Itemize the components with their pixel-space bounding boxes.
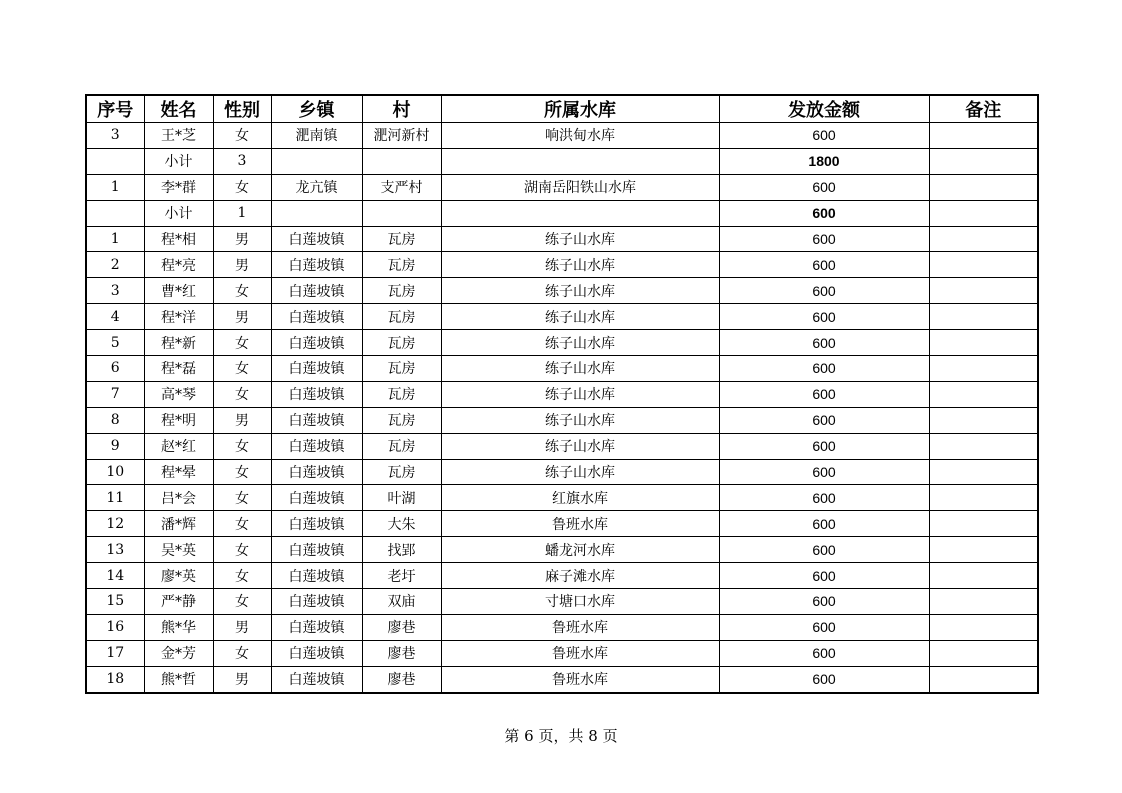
- cell-amount: 600: [719, 226, 929, 252]
- cell-village: 瓦房: [362, 278, 441, 304]
- cell-gender: 女: [213, 381, 271, 407]
- cell-village: 廖巷: [362, 640, 441, 666]
- cell-note: [929, 511, 1038, 537]
- cell-amount: 600: [719, 614, 929, 640]
- cell-name: 高*琴: [144, 381, 213, 407]
- header-cell-no: 序号: [86, 95, 144, 123]
- cell-amount: 600: [719, 563, 929, 589]
- cell-reservoir: 寸塘口水库: [441, 589, 719, 615]
- table-row: [86, 511, 1038, 537]
- table-row: [86, 614, 1038, 640]
- cell-town: 龙亢镇: [271, 174, 362, 200]
- roster-body: [86, 123, 1038, 693]
- cell-amount: 600: [719, 252, 929, 278]
- cell-amount: 600: [719, 330, 929, 356]
- cell-gender: 女: [213, 563, 271, 589]
- cell-gender: 女: [213, 485, 271, 511]
- cell-name: 熊*哲: [144, 666, 213, 692]
- cell-reservoir: 练子山水库: [441, 381, 719, 407]
- subtotal-row: [86, 148, 1038, 174]
- cell-reservoir: 练子山水库: [441, 226, 719, 252]
- cell-gender: 男: [213, 407, 271, 433]
- table-row: [86, 252, 1038, 278]
- cell-town: 白莲坡镇: [271, 252, 362, 278]
- cell-note: [929, 459, 1038, 485]
- cell-note: [929, 174, 1038, 200]
- cell-reservoir: 响洪甸水库: [441, 123, 719, 149]
- cell-note: [929, 614, 1038, 640]
- header-row: [86, 95, 1038, 123]
- cell-note: [929, 381, 1038, 407]
- cell-reservoir: [441, 200, 719, 226]
- cell-town: 白莲坡镇: [271, 356, 362, 382]
- subtotal-row: [86, 200, 1038, 226]
- cell-reservoir: 蟠龙河水库: [441, 537, 719, 563]
- cell-no: 9: [86, 433, 144, 459]
- cell-reservoir: 练子山水库: [441, 356, 719, 382]
- header-cell-gender: 性别: [213, 95, 271, 123]
- cell-name: 程*新: [144, 330, 213, 356]
- cell-village: [362, 200, 441, 226]
- cell-village: 瓦房: [362, 356, 441, 382]
- cell-gender: 女: [213, 459, 271, 485]
- cell-amount: 600: [719, 200, 929, 226]
- cell-reservoir: 鲁班水库: [441, 640, 719, 666]
- cell-no: [86, 200, 144, 226]
- cell-no: 18: [86, 666, 144, 692]
- cell-no: 13: [86, 537, 144, 563]
- cell-reservoir: 练子山水库: [441, 407, 719, 433]
- table-row: [86, 381, 1038, 407]
- cell-no: 5: [86, 330, 144, 356]
- cell-no: 12: [86, 511, 144, 537]
- table-row: [86, 537, 1038, 563]
- header-cell-amount: 发放金额: [719, 95, 929, 123]
- cell-amount: 600: [719, 123, 929, 149]
- cell-reservoir: 练子山水库: [441, 252, 719, 278]
- cell-town: 白莲坡镇: [271, 666, 362, 692]
- cell-amount: 600: [719, 485, 929, 511]
- cell-no: 1: [86, 174, 144, 200]
- cell-gender: 女: [213, 278, 271, 304]
- cell-village: 淝河新村: [362, 123, 441, 149]
- cell-no: [86, 148, 144, 174]
- cell-name: 程*明: [144, 407, 213, 433]
- cell-gender: 男: [213, 304, 271, 330]
- cell-reservoir: 鲁班水库: [441, 614, 719, 640]
- table-row: [86, 640, 1038, 666]
- cell-note: [929, 252, 1038, 278]
- cell-no: 17: [86, 640, 144, 666]
- cell-amount: 600: [719, 174, 929, 200]
- cell-gender: 1: [213, 200, 271, 226]
- cell-note: [929, 330, 1038, 356]
- table-row: [86, 304, 1038, 330]
- cell-village: 老圩: [362, 563, 441, 589]
- cell-town: 白莲坡镇: [271, 589, 362, 615]
- cell-town: 白莲坡镇: [271, 330, 362, 356]
- cell-amount: 600: [719, 640, 929, 666]
- cell-reservoir: 练子山水库: [441, 459, 719, 485]
- cell-town: 白莲坡镇: [271, 563, 362, 589]
- header-cell-reservoir: 所属水库: [441, 95, 719, 123]
- table-row: [86, 563, 1038, 589]
- cell-amount: 600: [719, 381, 929, 407]
- cell-name: 李*群: [144, 174, 213, 200]
- cell-no: 14: [86, 563, 144, 589]
- cell-note: [929, 356, 1038, 382]
- cell-no: 10: [86, 459, 144, 485]
- cell-amount: 600: [719, 407, 929, 433]
- table-row: [86, 123, 1038, 149]
- cell-town: 白莲坡镇: [271, 485, 362, 511]
- cell-name: 熊*华: [144, 614, 213, 640]
- cell-amount: 600: [719, 433, 929, 459]
- cell-town: 白莲坡镇: [271, 304, 362, 330]
- cell-gender: 女: [213, 174, 271, 200]
- cell-no: 1: [86, 226, 144, 252]
- table-row: [86, 459, 1038, 485]
- cell-gender: 3: [213, 148, 271, 174]
- cell-town: 白莲坡镇: [271, 278, 362, 304]
- cell-note: [929, 123, 1038, 149]
- cell-name: 程*亮: [144, 252, 213, 278]
- cell-reservoir: 练子山水库: [441, 278, 719, 304]
- cell-gender: 女: [213, 433, 271, 459]
- page-footer: 第 6 页，共 8 页: [504, 727, 618, 745]
- header-cell-town: 乡镇: [271, 95, 362, 123]
- cell-name: 吴*英: [144, 537, 213, 563]
- cell-name: 小计: [144, 148, 213, 174]
- cell-no: 8: [86, 407, 144, 433]
- cell-name: 王*芝: [144, 123, 213, 149]
- cell-village: 支严村: [362, 174, 441, 200]
- cell-reservoir: 鲁班水库: [441, 511, 719, 537]
- cell-village: 廖巷: [362, 666, 441, 692]
- table-row: [86, 407, 1038, 433]
- cell-note: [929, 200, 1038, 226]
- table-row: [86, 356, 1038, 382]
- cell-town: [271, 148, 362, 174]
- cell-town: 白莲坡镇: [271, 511, 362, 537]
- cell-gender: 女: [213, 356, 271, 382]
- cell-amount: 600: [719, 666, 929, 692]
- cell-name: 吕*会: [144, 485, 213, 511]
- cell-village: 叶湖: [362, 485, 441, 511]
- cell-name: 潘*辉: [144, 511, 213, 537]
- cell-gender: 男: [213, 666, 271, 692]
- cell-name: 廖*英: [144, 563, 213, 589]
- cell-village: 瓦房: [362, 330, 441, 356]
- cell-note: [929, 485, 1038, 511]
- cell-amount: 600: [719, 511, 929, 537]
- cell-amount: 600: [719, 589, 929, 615]
- cell-gender: 男: [213, 614, 271, 640]
- header-cell-note: 备注: [929, 95, 1038, 123]
- cell-reservoir: 红旗水库: [441, 485, 719, 511]
- cell-no: 3: [86, 123, 144, 149]
- cell-reservoir: 鲁班水库: [441, 666, 719, 692]
- cell-note: [929, 433, 1038, 459]
- cell-gender: 女: [213, 511, 271, 537]
- cell-note: [929, 563, 1038, 589]
- cell-town: 白莲坡镇: [271, 537, 362, 563]
- table-row: [86, 174, 1038, 200]
- cell-note: [929, 537, 1038, 563]
- roster-table: [85, 94, 1039, 694]
- cell-amount: 600: [719, 459, 929, 485]
- cell-village: [362, 148, 441, 174]
- cell-reservoir: 湖南岳阳铁山水库: [441, 174, 719, 200]
- cell-no: 15: [86, 589, 144, 615]
- cell-town: 白莲坡镇: [271, 433, 362, 459]
- header-cell-village: 村: [362, 95, 441, 123]
- cell-note: [929, 640, 1038, 666]
- cell-name: 曹*红: [144, 278, 213, 304]
- cell-village: 双庙: [362, 589, 441, 615]
- cell-gender: 男: [213, 226, 271, 252]
- table-row: [86, 433, 1038, 459]
- cell-town: 白莲坡镇: [271, 614, 362, 640]
- cell-name: 金*芳: [144, 640, 213, 666]
- cell-amount: 1800: [719, 148, 929, 174]
- cell-gender: 女: [213, 640, 271, 666]
- table-row: [86, 226, 1038, 252]
- cell-village: 瓦房: [362, 381, 441, 407]
- cell-no: 3: [86, 278, 144, 304]
- cell-reservoir: 练子山水库: [441, 330, 719, 356]
- cell-note: [929, 226, 1038, 252]
- cell-no: 11: [86, 485, 144, 511]
- cell-gender: 女: [213, 589, 271, 615]
- cell-town: [271, 200, 362, 226]
- header-cell-name: 姓名: [144, 95, 213, 123]
- cell-no: 2: [86, 252, 144, 278]
- cell-amount: 600: [719, 537, 929, 563]
- cell-name: 程*磊: [144, 356, 213, 382]
- cell-reservoir: 练子山水库: [441, 304, 719, 330]
- cell-town: 白莲坡镇: [271, 381, 362, 407]
- cell-village: 瓦房: [362, 226, 441, 252]
- cell-village: 瓦房: [362, 433, 441, 459]
- cell-village: 瓦房: [362, 459, 441, 485]
- cell-amount: 600: [719, 278, 929, 304]
- cell-note: [929, 278, 1038, 304]
- cell-note: [929, 407, 1038, 433]
- cell-town: 白莲坡镇: [271, 226, 362, 252]
- cell-gender: 女: [213, 330, 271, 356]
- cell-village: 找郢: [362, 537, 441, 563]
- cell-village: 大朱: [362, 511, 441, 537]
- cell-note: [929, 304, 1038, 330]
- cell-village: 瓦房: [362, 407, 441, 433]
- cell-no: 6: [86, 356, 144, 382]
- cell-amount: 600: [719, 356, 929, 382]
- cell-note: [929, 589, 1038, 615]
- cell-no: 16: [86, 614, 144, 640]
- cell-town: 白莲坡镇: [271, 640, 362, 666]
- cell-village: 瓦房: [362, 304, 441, 330]
- cell-note: [929, 666, 1038, 692]
- cell-town: 淝南镇: [271, 123, 362, 149]
- cell-reservoir: 练子山水库: [441, 433, 719, 459]
- cell-name: 程*晕: [144, 459, 213, 485]
- cell-reservoir: [441, 148, 719, 174]
- cell-town: 白莲坡镇: [271, 459, 362, 485]
- table-row: [86, 666, 1038, 692]
- table-row: [86, 589, 1038, 615]
- cell-name: 严*静: [144, 589, 213, 615]
- cell-gender: 女: [213, 537, 271, 563]
- table-row: [86, 278, 1038, 304]
- cell-gender: 女: [213, 123, 271, 149]
- cell-village: 瓦房: [362, 252, 441, 278]
- table-row: [86, 485, 1038, 511]
- table-row: [86, 330, 1038, 356]
- cell-name: 赵*红: [144, 433, 213, 459]
- cell-no: 7: [86, 381, 144, 407]
- cell-amount: 600: [719, 304, 929, 330]
- cell-name: 程*相: [144, 226, 213, 252]
- cell-gender: 男: [213, 252, 271, 278]
- cell-note: [929, 148, 1038, 174]
- cell-town: 白莲坡镇: [271, 407, 362, 433]
- cell-name: 小计: [144, 200, 213, 226]
- cell-reservoir: 麻子滩水库: [441, 563, 719, 589]
- cell-village: 廖巷: [362, 614, 441, 640]
- cell-name: 程*洋: [144, 304, 213, 330]
- cell-no: 4: [86, 304, 144, 330]
